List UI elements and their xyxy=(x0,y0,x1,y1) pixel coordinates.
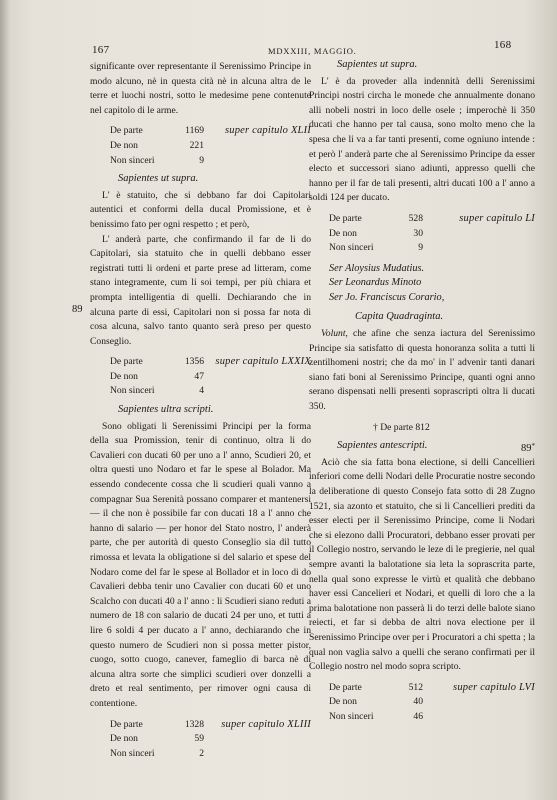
left-margin-number: 89 xyxy=(72,304,83,315)
vote-caption: super capitulo LI xyxy=(459,212,535,224)
right-page-number: 168 xyxy=(494,39,512,51)
section-heading: Sapientes antescripti. xyxy=(337,440,428,452)
intro-paragraph: significante over representante il Serenissimo Principe in modo alcuno, nè in questa cità nè in alcuna altra de le terre et luochi nostri, sotto le medesime pene contenute nel capitolo di le arme. xyxy=(90,61,311,116)
vote-row: De parte 528 super capitulo LI xyxy=(329,212,535,227)
vote-block-1 xyxy=(110,124,311,168)
vote-row: De parte 1328 super capitulo XLIII xyxy=(110,718,311,733)
vote-row: Non sinceri 4 xyxy=(110,385,204,397)
cross-vote-line: † De parte 812 xyxy=(373,421,430,433)
vote-caption: super capitulo XLIII xyxy=(221,718,311,730)
vote-caption: super capitulo LVI xyxy=(453,681,535,693)
section-heading: Capita Quadraginta. xyxy=(355,310,444,322)
vote-block-3 xyxy=(110,718,311,762)
vote-row: De parte 1169 super capitulo XLII xyxy=(110,124,311,139)
vote-row: De non 40 xyxy=(329,696,423,708)
right-margin-number: 89* xyxy=(521,442,535,454)
vote-row: Non sinceri 2 xyxy=(110,747,204,759)
vote-row: De parte 1356 super capitulo LXXIX xyxy=(110,355,311,370)
vote-row: De non 221 xyxy=(110,139,204,151)
paragraph: Aciò che sia fatta bona electione, si delli Cancellieri inferiori come delli Nodari delle Procuratie nostre secondo la deliberatione di questo Consejo fata sotto di 28 Zugno 1521, sia azonto et statuito, che si li Cancellieri prediti da esser electi per il Serenissimo Principe, come li Nodari che si elezono dalli Procuratori, debbano esser provati per il Collegio nostro, servando le leze di le pregierie, nel qual sempre avanti la balotatione sia leta la soprascrita parte, nella qual sono expresse le virtù et qualità che debbano haver essi Cancelieri et Nodari, et quelli di loro che a la prima balotatione non passerà li do terzi delle balote siano reiecti, et far si debba de altri nova electione per il Serenissimo Principe over per i Procuratori a chi spetta ; la qual non vaglia salvo a quelli che serano confirmati per il Collegio nostro nel modo sopra scripto. xyxy=(309,456,535,673)
vote-row: Non sinceri 9 xyxy=(110,154,204,166)
section-heading: Sapientes ut supra. xyxy=(118,173,199,185)
vote-row: Non sinceri 46 xyxy=(329,710,423,722)
paragraph: Sono obligati li Serenissimi Principi per la forma della sua Promission, tenir di continuo, oltra li do Cavalieri con ducati 60 per uno a l' anno, Scudieri 20, et oltra questi uno Nodaro et far le spese al Bolador. Ma essendo condecente cossa che li scudieri quali vanno a compagnar Sua Serenità possano comparer et mantenersi — il che non è possibile far con ducati 18 a l' anno che hanno di salario — per honor del Stato nostro, l' anderà parte, che per autorità di questo Conseglio sia dil tutto rimossa et levata la obligatione si del salario et spese del Nodaro come del far le spese al Bollador et in loco di do Cavalieri debba tenir uno Cavalier con ducati 60 et uno Scalcho con ducati 40 a l' anno : li Scudieri siano reduti a numero de 18 con salario de ducati 24 per uno, et tutti a lire 6 soldi 4 per ducato a l' anno, dechiarando che in questo numero de Scudieri non si possa metter pistor, cuogo, sotto cuogo, canever, fameglio di barca nè di alcuna altra sorte che simplici scudieri over donzelli a dreto et real sentimento, per rimover ogni causa di contentione. xyxy=(90,420,311,709)
vote-row: De non 47 xyxy=(110,370,204,382)
paragraph: L' anderà parte, che confirmando il far de li do Capitolari, sia statuito che in quelli debbano esser registrati tutti li ordeni et parte prese ad litteram, come stano integramente, cum li soi tempi, per più chiara et prompta intelligentia di quelli. Dechiarando che in alcuna parte di essi, Capitolari non si possa far nota di cosa alcuna, salvo tanto quanto serà preso per questo Conseglio. xyxy=(90,233,311,347)
paragraph: L' è statuito, che si debbano far doi Capitolari autentici et conformi della ducal Promissione, et è benissimo fato per ogni respetto ; et però, xyxy=(90,189,311,230)
vote-caption: super capitulo XLII xyxy=(224,125,311,137)
vote-row: De parte 512 super capitulo LVI xyxy=(329,681,535,696)
section-heading: Sapientes ultra scripti. xyxy=(118,404,214,416)
left-column xyxy=(90,60,311,765)
paragraph: L' è da proveder alla indennità delli Serenissimi Principi nostri circha le monede che annualmente donano alli nobeli nostri in loco delle osele ; imperochè li 350 ducati che hanno per tal causa, sono molto meno che la spesa che li va a far tanti presenti, come ogniuno intende : et però l' anderà parte che al Serenissimo Principe da esser electo et successori siano adiunti, appresso quelli che hanno per il far de tali presenti, altri ducati 100 a l' anno a soldi 124 per ducato. xyxy=(309,75,535,204)
vote-row: De non 59 xyxy=(110,733,204,745)
left-page-number: 167 xyxy=(92,44,110,56)
running-title: MDXXIII, MAGGIO. xyxy=(268,46,357,56)
vote-row: De non 30 xyxy=(329,227,423,239)
name-line: Ser Jo. Franciscus Corario, xyxy=(329,291,445,303)
name-list xyxy=(329,262,535,306)
vote-row: Non sinceri 9 xyxy=(329,242,423,254)
name-line: Ser Aloysius Mudatius. xyxy=(329,262,425,274)
vote-block-2 xyxy=(110,355,311,399)
paragraph: Volunt, che afine che senza iactura del Serenissimo Principe sia satisfatto di questa honoranza solita a tutti li zentilhomeni nostri; che da mo' in l' advenir tanti danari siano fati boni al Serenissimo Principe, quanti ogni anno serano dispensati nelli presenti soprascripti oltra li ducati 350. xyxy=(309,328,535,413)
vote-block-5 xyxy=(329,681,535,725)
vote-block-4 xyxy=(329,212,535,256)
name-line: Ser Leonardus Minoto xyxy=(329,277,422,289)
section-heading: Sapientes ut supra. xyxy=(337,59,418,70)
vote-caption: super capitulo LXXIX xyxy=(215,356,311,368)
page-gutter-shadow xyxy=(0,0,10,800)
right-column xyxy=(309,58,535,729)
